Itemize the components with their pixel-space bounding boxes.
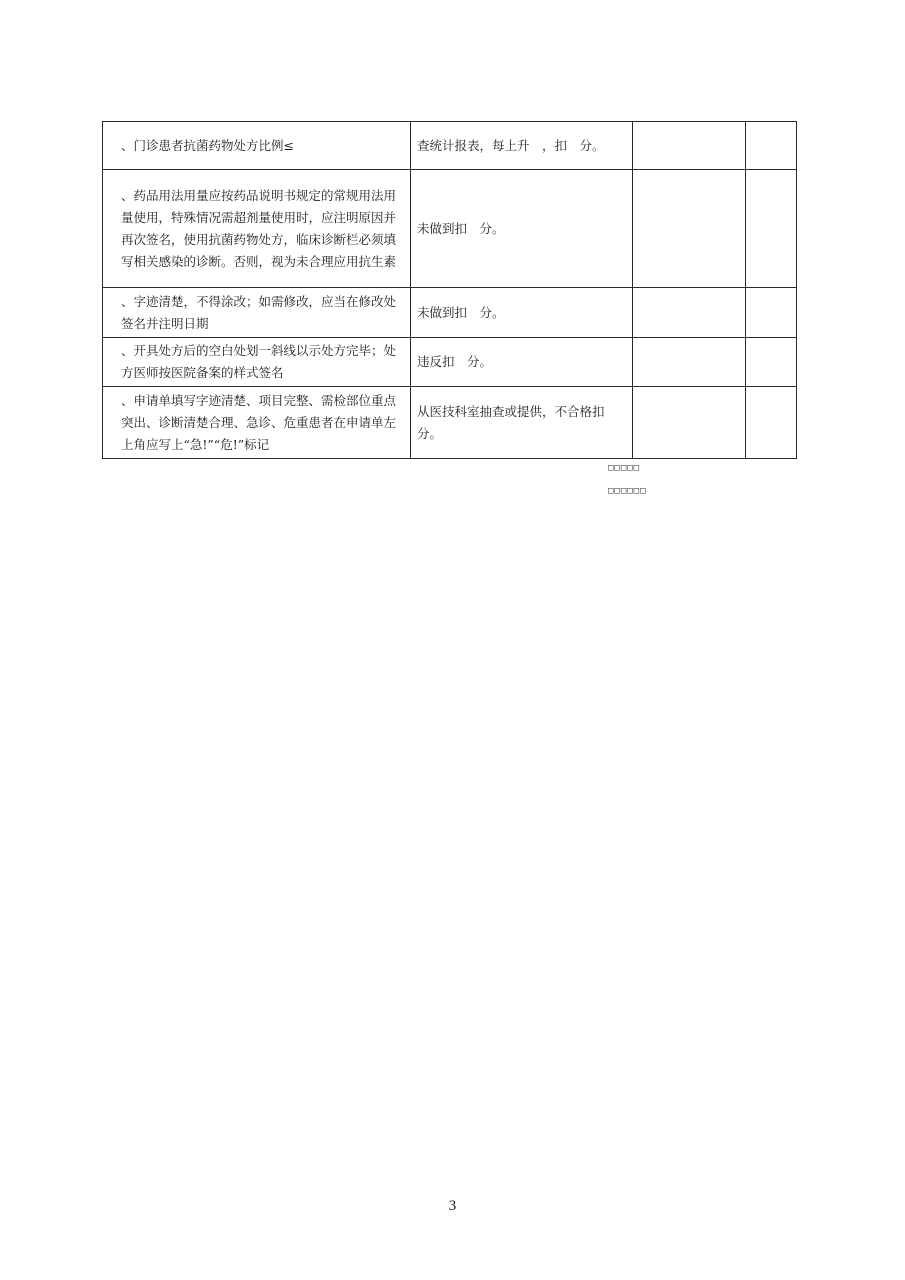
- item-cell: [103, 288, 411, 338]
- item-cell: [103, 122, 411, 170]
- item-text: 、药品用法用量应按药品说明书规定的常规用法用量使用，特殊情况需超剂量使用时，应注明原因并再次签名，使用抗菌药物处方，临床诊断栏必须填写相关感染的诊断。否则，视为未合理应用抗生素: [121, 187, 397, 269]
- table-row: [103, 288, 797, 338]
- item-text: 、开具处方后的空白处划一斜线以示处方完毕；处方医师按医院备案的样式签名: [121, 343, 397, 380]
- table-row: [103, 387, 797, 459]
- table-row: [103, 338, 797, 387]
- method-cell: 未做到扣 分。: [411, 288, 633, 338]
- item-text: 、字迹清楚，不得涂改；如需修改，应当在修改处签名并注明日期: [121, 293, 397, 331]
- score-cell: [633, 338, 746, 387]
- method-cell: 查统计报表，每上升 ，扣 分。: [411, 122, 633, 170]
- footer-mark-line-1: □□□□□: [608, 463, 641, 473]
- score-cell: [633, 387, 746, 459]
- item-text: 、申请单填写字迹清楚、项目完整、需检部位重点突出、诊断清楚合理、急诊、危重患者在申请单左上角应写上“急!”“危!”标记: [121, 392, 397, 452]
- item-cell: [103, 387, 411, 459]
- item-cell: [103, 170, 411, 288]
- table-row: [103, 170, 797, 288]
- page-number: 3: [448, 1198, 457, 1214]
- note-cell: [746, 288, 797, 338]
- note-cell: [746, 122, 797, 170]
- item-cell: [103, 338, 411, 387]
- inspection-table: [102, 121, 797, 459]
- method-cell: 从医技科室抽查或提供，不合格扣 分。: [411, 387, 633, 459]
- method-cell: 未做到扣 分。: [411, 170, 633, 288]
- score-cell: [633, 170, 746, 288]
- note-cell: [746, 170, 797, 288]
- score-cell: [633, 288, 746, 338]
- method-cell: 违反扣 分。: [411, 338, 633, 387]
- item-text: 、门诊患者抗菌药物处方比例≤: [121, 137, 294, 153]
- note-cell: [746, 338, 797, 387]
- footer-mark-line-2: □□□□□□: [608, 486, 647, 496]
- score-cell: [633, 122, 746, 170]
- table-row: [103, 122, 797, 170]
- note-cell: [746, 387, 797, 459]
